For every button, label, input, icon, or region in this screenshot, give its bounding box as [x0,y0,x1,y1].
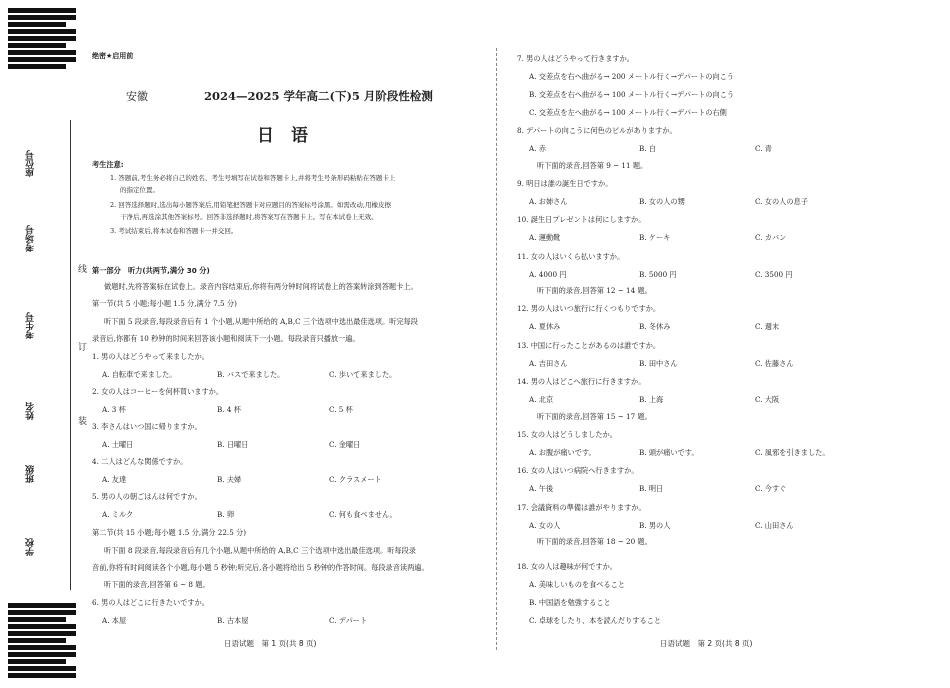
listening-note: 听下面的录音,回答第 15 ~ 17 题。 [537,411,652,421]
binding-stripe [8,631,76,636]
binding-stripe [8,36,76,41]
name-label: 姓名 [26,402,36,420]
question-7-option-b: B. 交差点を右へ曲がる→ 100 メートル行く→デパートの向こう [529,90,735,99]
question-option-c: C. 女の人の息子 [755,196,808,206]
question-option-c: C. 金曜日 [329,440,361,449]
question-option-b: B. 田中さん [639,358,678,368]
exam-title: 2024—2025 学年高二(下)5 月阶段性检测 [204,89,433,103]
confidential-mark: 绝密★启用前 [92,52,134,60]
binding-stripe [8,638,66,643]
binding-stripe [8,43,66,48]
binding-stripe [8,666,76,671]
question: 12. 男の人はいつ旅行に行くつもりですか。 [517,304,661,313]
page-footer-left: 日语试题 第 1 页(共 8 页) [224,639,317,648]
binding-stripe [8,50,76,55]
question-option-a: A. 夏休み [529,322,561,331]
binding-mark-staple: 订 [78,343,88,353]
question-option-a: A. 3 杯 [102,405,126,414]
question-option-b: B. 男の人 [639,520,671,530]
binding-stripe [8,15,76,20]
question-3: 3. 李さんはいつ国に帰りますか。 [92,422,202,431]
binding-margin [20,120,88,590]
question-6: 6. 男の人はどこに行きたいですか。 [92,598,209,607]
question-7-option-a: A. 交差点を右へ曲がる→ 200 メートル行く→デパートの向こう [529,72,734,81]
question: 14. 男の人はどこへ旅行に行きますか。 [517,377,646,386]
question-option-a: A. 吉田さん [529,358,568,368]
notice-item: 3. 考试结束后,将本试卷和答题卡一并交回。 [110,227,238,235]
subject-title: 日 语 [257,126,308,146]
question-18-option-a: A. 美味しいものを食べること [529,580,626,589]
listening-note: 听下面的录音,回答第 9 ~ 11 题。 [537,160,648,170]
question-option-c: C. 佐藤さん [755,358,794,368]
question-option-a: A. 自転車で来ました。 [102,370,177,379]
question-option-c: C. 何も食べません。 [329,510,397,519]
question: 16. 女の人はいつ病院へ行きますか。 [517,466,639,475]
question-option-a: A. 運動靴 [529,233,561,242]
section2-intro: 音前,你将有时间阅读各个小题,每小题 5 秒钟;听完后,各小题将给出 5 秒钟的作答时间。每段录音读两遍。 [92,563,429,572]
question-option-a: A. 土曜日 [102,440,134,449]
question-option-a: A. 午後 [529,484,554,493]
question-option-c: C. 3500 円 [755,269,793,279]
question: 8. デパートの向こうに何色のビルがありますか。 [517,126,677,135]
listening-note: 听下面的录音,回答第 18 ~ 20 题。 [537,537,652,546]
question-option-a: A. お腹が痛いです。 [529,447,596,457]
question-option-b: B. 明日 [639,484,664,493]
question-option-a: A. 赤 [529,144,546,153]
question-18-option-b: B. 中国語を勉強すること [529,598,611,607]
notice-item: 2. 回答选择题时,选出每小题答案后,用铅笔把答题卡对应题目的答案标号涂黑。如需改动,用橡皮擦 [110,201,391,209]
question-option-c: C. 週末 [755,322,780,331]
question-option-c: C. カバン [755,233,787,242]
question-7: 7. 男の人はどうやって行きますか。 [517,54,634,63]
section1-heading: 第一节(共 5 小题;每小题 1.5 分,满分 7.5 分) [92,299,237,308]
question-option-b: B. 女の人の甥 [639,196,685,206]
question-option-a: A. 北京 [529,395,554,404]
question-option-b: B. 白 [639,144,657,153]
exam-region: 安徽 [126,90,148,103]
question: 15. 女の人はどうしましたか。 [517,429,617,439]
question: 17. 会議資料の準備は誰がやりますか。 [517,502,646,512]
section1-intro: 听下面 5 段录音,每段录音后有 1 个小题,从题中所给的 A,B,C 三个选项中选出最佳选项。听完每段 [104,317,418,326]
question-option-c: C. クラスメート [329,475,382,484]
binding-stripe [8,57,76,62]
question-option-b: B. 冬休み [639,322,671,331]
binding-stripe [8,659,66,664]
page-divider [496,48,497,650]
question: 9. 明日は誰の誕生日ですか。 [517,178,613,188]
school-label: 学校 [26,538,36,556]
exam-room-label: 考场号 [26,225,36,252]
question-option-b: B. 古本屋 [217,616,249,625]
section2-intro: 听下面 8 段录音,每段录音后有几个小题,从题中所给的 A,B,C 三个选项中选出最佳选项。听每段录 [104,546,416,555]
binding-stripe [8,8,76,13]
binding-stripe [8,652,76,657]
notice-item: 1. 答题前,考生务必将自己的姓名、考生号填写在试卷和答题卡上,并将考生号条形码粘贴在答题卡上 [110,174,396,182]
binding-mark-line: 线 [78,265,88,275]
question-option-a: A. 友達 [102,475,127,484]
question-option-a: A. ミルク [102,510,134,519]
binding-stripe [8,617,66,622]
question-option-b: B. 頭が痛いです。 [639,447,699,457]
question-option-c: C. 風邪を引きました。 [755,447,830,457]
binding-stripe [8,610,76,615]
class-label: 班级 [26,465,36,483]
notice-item: 的指定位置。 [120,186,159,194]
binding-stripe [8,603,76,608]
candidate-number-label: 考生号 [26,312,36,339]
question-option-b: B. ケーキ [639,233,671,242]
notice-heading: 考生注意: [92,160,124,169]
seat-number-label: 座位号 [26,150,36,177]
question-option-a: A. 本屋 [102,616,127,625]
question-18-option-c: C. 卓球をしたり、本を読んだりすること [529,616,662,625]
question-option-b: B. 卵 [217,510,235,519]
part1-intro: 做题时,先将答案标在试卷上。录音内容结束后,你将有两分钟时间将试卷上的答案转涂到答题卡上。 [104,282,418,291]
binding-mark-bind: 装 [78,417,88,427]
question: 10. 誕生日プレゼントは何にしますか。 [517,215,646,224]
question-2: 2. 女の人はコーヒーを何杯買いますか。 [92,387,224,396]
binding-stripe [8,624,76,629]
section1-intro: 录音后,你都有 10 秒钟的时间来回答该小题和阅读下一小题。每段录音只播放一遍。 [92,334,360,343]
question-option-c: C. 大阪 [755,395,780,404]
listening-note: 听下面的录音,回答第 12 ~ 14 题。 [537,286,652,295]
question-option-a: A. お姉さん [529,196,568,206]
binding-stripe [8,64,66,69]
part1-heading: 第一部分 听力(共两节,满分 30 分) [92,266,210,275]
notice-item: 干净后,再选涂其他答案标号。回答非选择题时,将答案写在答题卡上。写在本试卷上无效。 [120,213,378,221]
question-option-b: B. 夫婦 [217,475,242,484]
question-option-b: B. 日曜日 [217,440,249,449]
question-option-a: A. 4000 円 [529,269,567,279]
question: 11. 女の人はいくら払いますか。 [517,251,625,261]
question-option-c: C. 山田さん [755,520,794,530]
question-option-b: B. 上海 [639,395,664,404]
page-footer-right: 日语试题 第 2 页(共 8 页) [660,639,753,648]
question-7-option-c: C. 交差点を左へ曲がる→ 100 メートル行く→デパートの右側 [529,108,727,117]
question-option-c: C. 今すぐ [755,484,787,493]
question-option-c: C. 青 [755,144,772,153]
question-option-b: B. バスで来ました。 [217,370,285,379]
binding-line [70,120,71,590]
section2-heading: 第二节(共 15 小题;每小题 1.5 分,满分 22.5 分) [92,528,247,537]
question-18: 18. 女の人は趣味が何ですか。 [517,562,617,571]
question-4: 4. 二人はどんな関係ですか。 [92,457,188,466]
question-option-c: C. 歩いて来ました。 [329,370,397,379]
question-5: 5. 男の人の朝ごはんは何ですか。 [92,492,202,501]
question-option-a: A. 女の人 [529,520,561,530]
binding-stripe [8,22,66,27]
binding-stripe [8,29,76,34]
question-option-b: B. 4 杯 [217,405,241,414]
question-option-b: B. 5000 円 [639,269,677,279]
question-option-c: C. 5 杯 [329,405,353,414]
question-1: 1. 男の人はどうやって来ましたか。 [92,352,209,361]
question: 13. 中国に行ったことがあるのは誰ですか。 [517,340,661,350]
section2-note: 听下面的录音,回答第 6 ~ 8 题。 [104,580,210,589]
binding-stripe [8,673,76,678]
binding-stripe [8,645,76,650]
question-option-c: C. デパート [329,616,368,625]
